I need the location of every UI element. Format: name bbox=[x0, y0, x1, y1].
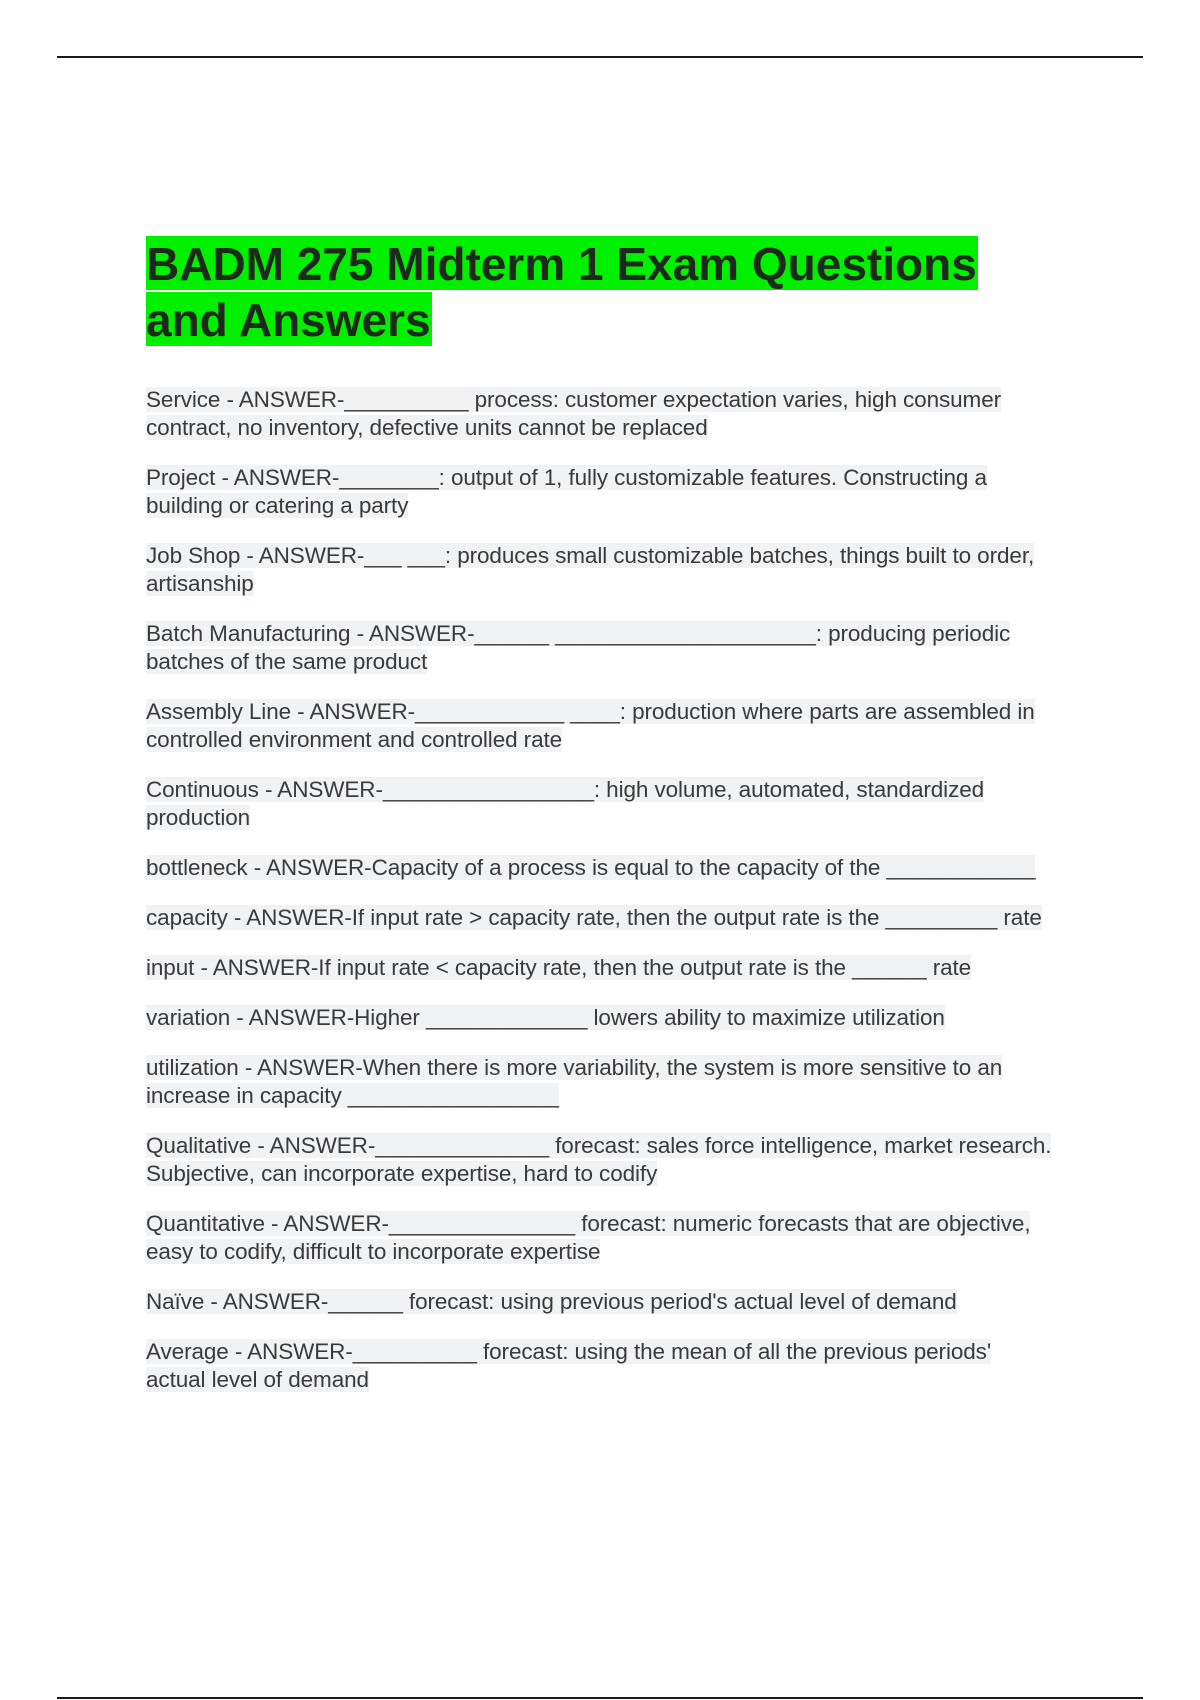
qa-item: variation - ANSWER-Higher _____________ lowers ability to maximize utilization bbox=[146, 1005, 945, 1030]
qa-item: bottleneck - ANSWER-Capacity of a process is equal to the capacity of the ____________ bbox=[146, 855, 1036, 880]
qa-item: Service - ANSWER-__________ process: customer expectation varies, high consumer contract, no inventory, defective units cannot be replaced bbox=[146, 387, 1002, 440]
top-rule bbox=[57, 56, 1143, 58]
qa-item: Naïve - ANSWER-______ forecast: using previous period's actual level of demand bbox=[146, 1289, 957, 1314]
document-title bbox=[146, 236, 1056, 348]
qa-item: Average - ANSWER-__________ forecast: using the mean of all the previous periods' actual level of demand bbox=[146, 1339, 992, 1392]
qa-item: Continuous - ANSWER-_________________: high volume, automated, standardized production bbox=[146, 777, 985, 830]
qa-item: capacity - ANSWER-If input rate > capacity rate, then the output rate is the _________ rate bbox=[146, 905, 1042, 930]
document-body bbox=[146, 236, 1056, 1416]
qa-item: input - ANSWER-If input rate < capacity rate, then the output rate is the ______ rate bbox=[146, 955, 972, 980]
qa-item: Batch Manufacturing - ANSWER-______ _____________________: producing periodic batches of the same product bbox=[146, 621, 1011, 674]
qa-item: Job Shop - ANSWER-___ ___: produces small customizable batches, things built to order, artisanship bbox=[146, 543, 1035, 596]
title-text: BADM 275 Midterm 1 Exam Questions and Answers bbox=[146, 238, 977, 346]
bottom-rule bbox=[57, 1697, 1143, 1699]
qa-item: Assembly Line - ANSWER-____________ ____: production where parts are assembled in controlled environment and controlled rate bbox=[146, 699, 1035, 752]
qa-item: Project - ANSWER-________: output of 1, fully customizable features. Constructing a building or catering a party bbox=[146, 465, 987, 518]
qa-item: Qualitative - ANSWER-______________ forecast: sales force intelligence, market research. Subjective, can incorporate expertise, hard to codify bbox=[146, 1133, 1052, 1186]
qa-item: Quantitative - ANSWER-_______________ forecast: numeric forecasts that are objective, easy to codify, difficult to incorporate expertise bbox=[146, 1211, 1031, 1264]
qa-item: utilization - ANSWER-When there is more variability, the system is more sensitive to an increase in capacity _________________ bbox=[146, 1055, 1003, 1108]
